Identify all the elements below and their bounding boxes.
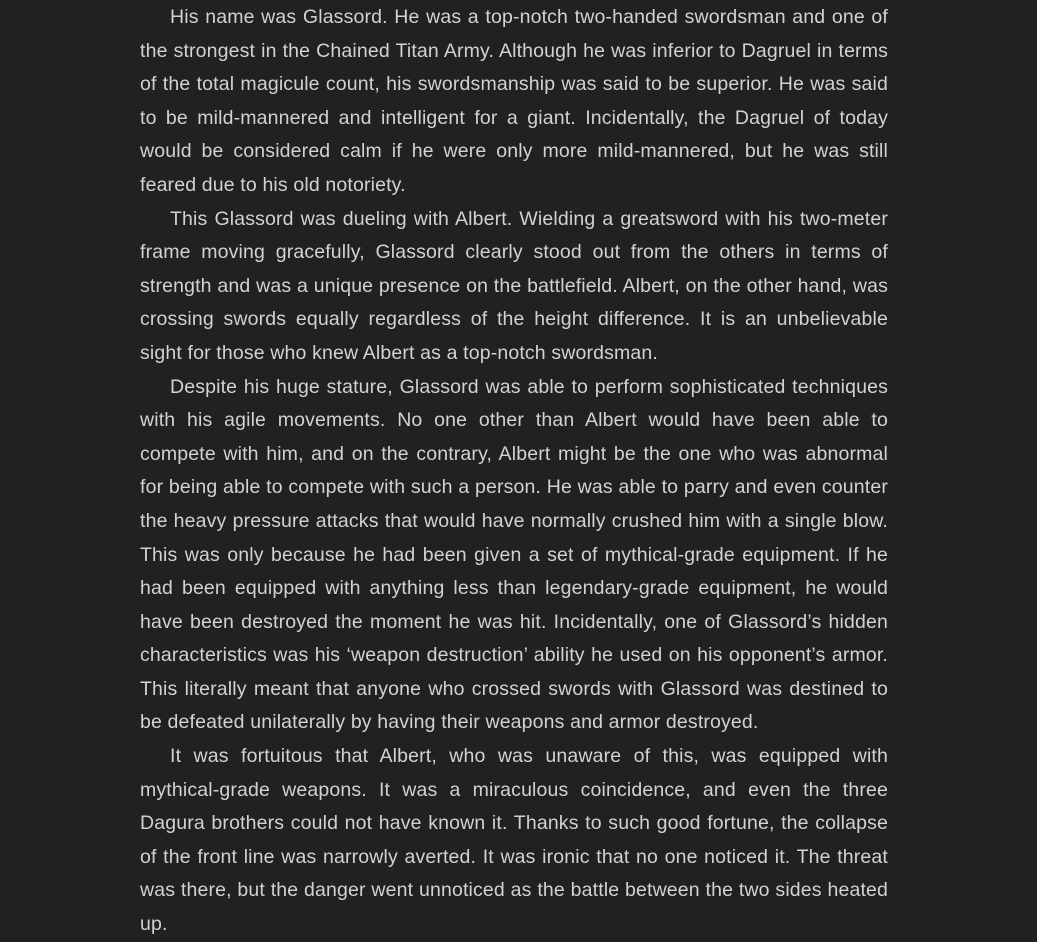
paragraph-1: His name was Glassord. He was a top-notch two-handed swordsman and one of the strongest in the Chained Titan Army. Although he was inferior to Dagruel in terms of the total magicule count, his swordsmanship was said to be superior. He was said to be mild-mannered and intelligent for a giant. Incidentally, the Dagruel of today would be considered calm if he were only more mild-mannered, but he was still feared due to his old notoriety. bbox=[140, 6, 888, 196]
paragraph-3: Despite his huge stature, Glassord was able to perform sophisticated techniques with his agile movements. No one other than Albert would have been able to compete with him, and on the contrary, Albert might be the one who was abnormal for being able to compete with such a person. He was able to parry and even counter the heavy pressure attacks that would have normally crushed him with a single blow. This was only because he had been given a set of mythical-grade equipment. If he had been equipped with anything less than legendary-grade equipment, he would have been destroyed the moment he was hit. Incidentally, one of Glassord’s hidden characteristics was his ‘weapon destruction’ ability he used on his opponent’s armor. This literally meant that anyone who crossed swords with Glassord was destined to be defeated unilaterally by having their weapons and armor destroyed. bbox=[140, 375, 888, 734]
paragraph-2: This Glassord was dueling with Albert. Wielding a greatsword with his two-meter frame moving gracefully, Glassord clearly stood out from the others in terms of strength and was a unique presence on the battlefield. Albert, on the other hand, was crossing swords equally regardless of the height difference. It is an unbelievable sight for those who knew Albert as a top-notch swordsman. bbox=[140, 207, 888, 364]
paragraph-4: It was fortuitous that Albert, who was unaware of this, was equipped with mythical-grade weapons. It was a miraculous coincidence, and even the three Dagura brothers could not have known it. Thanks to such good fortune, the collapse of the front line was narrowly averted. It was ironic that no one noticed it. The threat was there, but the danger went unnoticed as the battle between the two sides heated up. bbox=[140, 745, 888, 936]
